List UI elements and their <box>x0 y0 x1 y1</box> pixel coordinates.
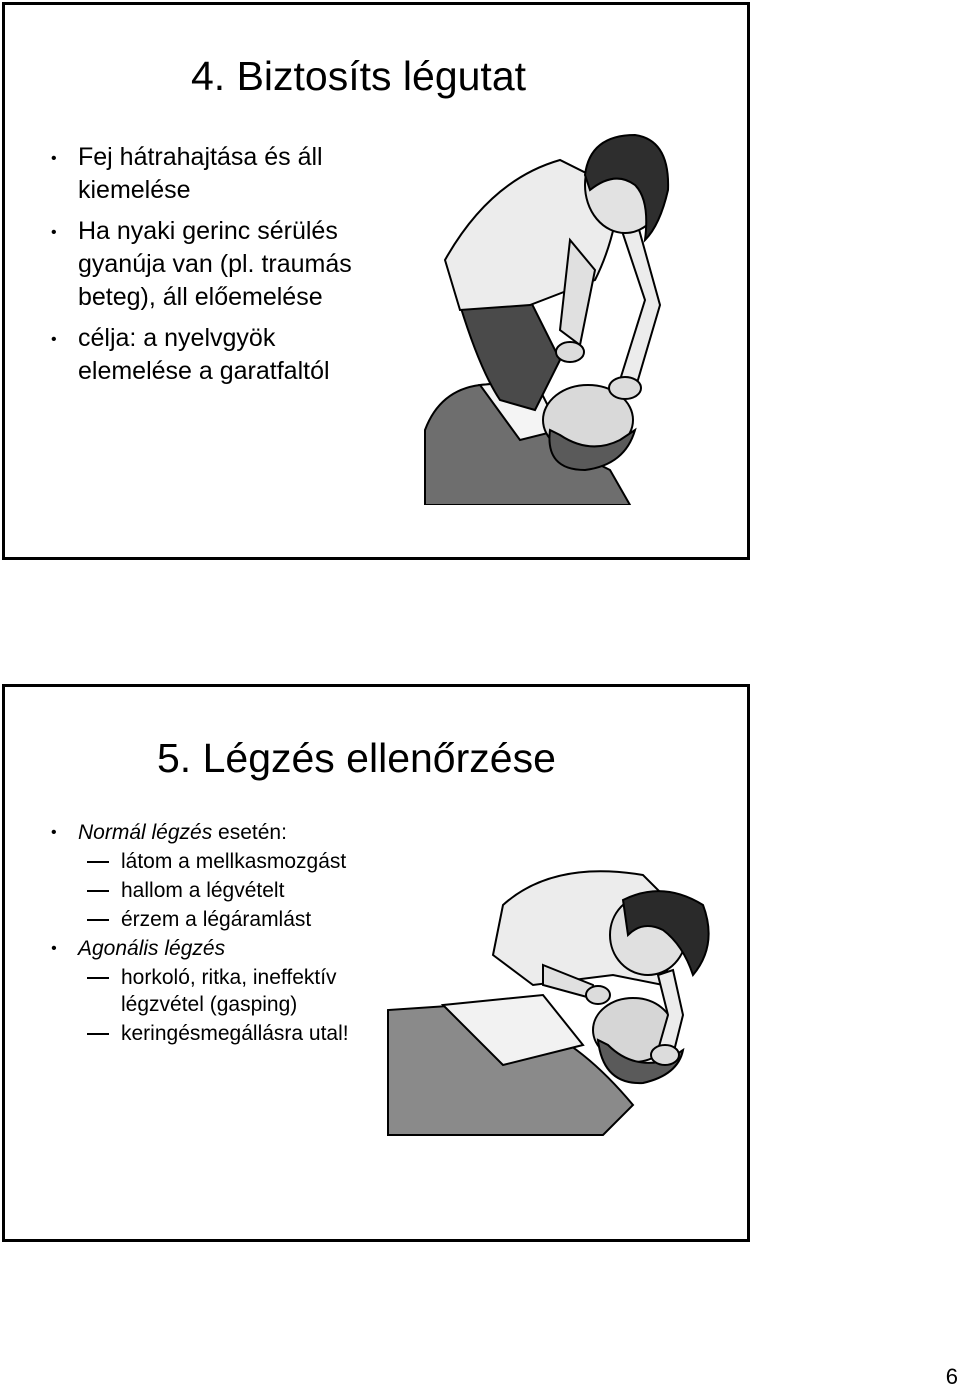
bullet-list <box>51 817 391 1049</box>
slide-airway <box>2 2 750 560</box>
bullet-text: esetén: <box>212 821 287 844</box>
bullet-item: • Agonális légzés <box>51 935 391 962</box>
italic-term: Normál légzés <box>78 821 213 844</box>
slide-breathing-check <box>2 684 750 1242</box>
breathing-check-illustration <box>383 865 723 1140</box>
bullet-item: • célja: a nyelvgyök elemelése a garatfaltól <box>51 322 371 388</box>
sub-bullet-item: érzem a légáramlást <box>87 906 391 933</box>
sub-bullet-item: látom a mellkasmozgást <box>87 848 391 875</box>
sub-bullet-item: hallom a légvételt <box>87 877 391 904</box>
bullet-item <box>51 819 391 846</box>
bullet-list <box>51 141 371 396</box>
bullet-item: • Ha nyaki gerinc sérülés gyanúja van (pl. traumás beteg), áll előemelése <box>51 215 371 314</box>
sub-bullet-item: horkoló, ritka, ineffektív légzvétel (gasping) <box>87 964 391 1018</box>
sub-bullet-item: keringésmegállásra utal! <box>87 1020 391 1047</box>
bullet-item: • Fej hátrahajtása és áll kiemelése <box>51 141 371 207</box>
slide-title: 4. Biztosíts légutat <box>191 53 527 99</box>
slide-title: 5. Légzés ellenőrzése <box>157 735 556 781</box>
page-number: 6 <box>945 1364 958 1389</box>
head-tilt-chin-lift-illustration <box>420 130 750 505</box>
